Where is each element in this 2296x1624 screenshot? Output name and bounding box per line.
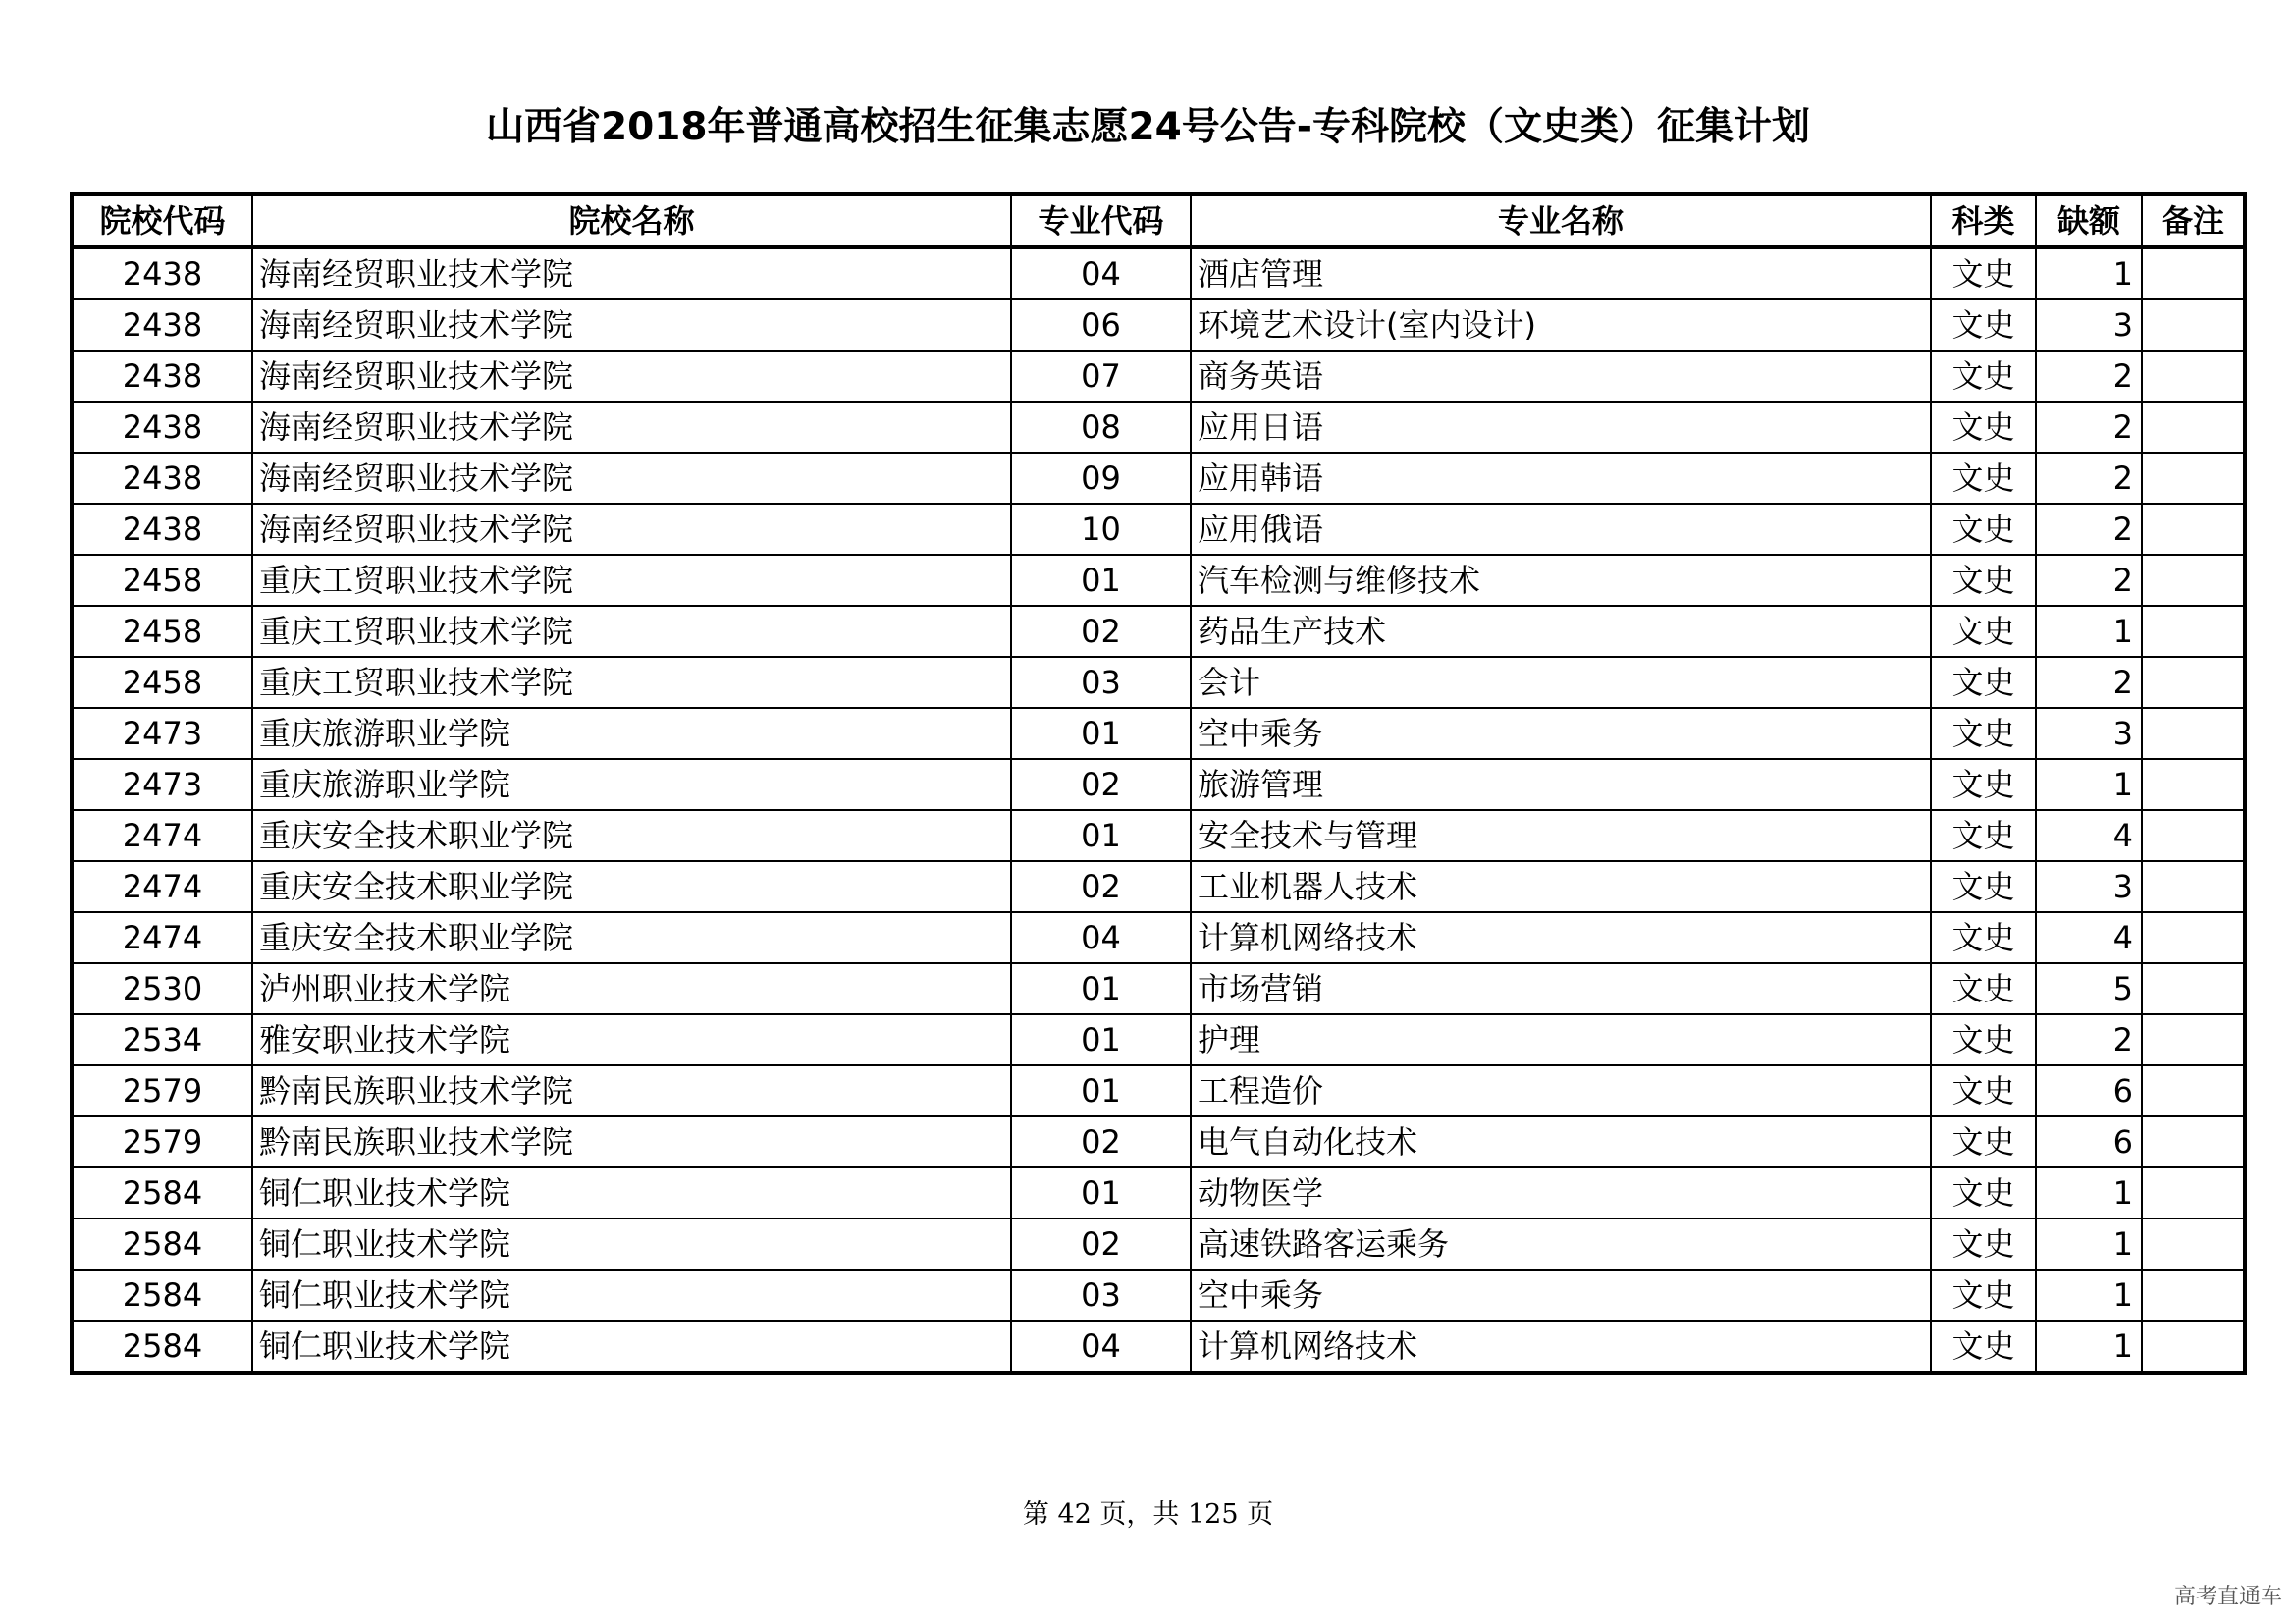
cell-remarks <box>2142 1270 2245 1321</box>
cell-school-name: 铜仁职业技术学院 <box>252 1270 1011 1321</box>
cell-category: 文史 <box>1931 810 2036 861</box>
cell-vacancy: 2 <box>2036 1014 2142 1065</box>
cell-category: 文史 <box>1931 708 2036 759</box>
table-row <box>72 963 2245 1014</box>
cell-remarks <box>2142 1167 2245 1218</box>
cell-category: 文史 <box>1931 1014 2036 1065</box>
cell-major-name: 护理 <box>1191 1014 1931 1065</box>
cell-major-code: 07 <box>1011 351 1191 402</box>
cell-remarks <box>2142 1065 2245 1116</box>
cell-vacancy: 2 <box>2036 402 2142 453</box>
cell-remarks <box>2142 1014 2245 1065</box>
cell-category: 文史 <box>1931 555 2036 606</box>
cell-school-code: 2473 <box>72 708 252 759</box>
cell-category: 文史 <box>1931 504 2036 555</box>
cell-school-code: 2473 <box>72 759 252 810</box>
cell-school-name: 重庆工贸职业技术学院 <box>252 555 1011 606</box>
cell-vacancy: 2 <box>2036 555 2142 606</box>
table-row <box>72 810 2245 861</box>
header-vacancy: 缺额 <box>2036 194 2142 247</box>
cell-school-code: 2584 <box>72 1167 252 1218</box>
cell-vacancy: 2 <box>2036 657 2142 708</box>
cell-school-name: 重庆旅游职业学院 <box>252 708 1011 759</box>
cell-school-name: 铜仁职业技术学院 <box>252 1218 1011 1270</box>
cell-major-name: 高速铁路客运乘务 <box>1191 1218 1931 1270</box>
cell-remarks <box>2142 1218 2245 1270</box>
table-row <box>72 912 2245 963</box>
cell-major-code: 03 <box>1011 1270 1191 1321</box>
header-major-code: 专业代码 <box>1011 194 1191 247</box>
cell-major-name: 工业机器人技术 <box>1191 861 1931 912</box>
cell-school-code: 2458 <box>72 657 252 708</box>
cell-school-name: 重庆旅游职业学院 <box>252 759 1011 810</box>
cell-major-name: 计算机网络技术 <box>1191 1321 1931 1373</box>
table-row <box>72 606 2245 657</box>
cell-category: 文史 <box>1931 759 2036 810</box>
cell-school-name: 泸州职业技术学院 <box>252 963 1011 1014</box>
table-row <box>72 708 2245 759</box>
cell-vacancy: 2 <box>2036 351 2142 402</box>
cell-remarks <box>2142 1321 2245 1373</box>
cell-school-code: 2458 <box>72 555 252 606</box>
cell-major-code: 02 <box>1011 606 1191 657</box>
cell-major-code: 04 <box>1011 912 1191 963</box>
cell-major-name: 会计 <box>1191 657 1931 708</box>
table-row <box>72 1167 2245 1218</box>
cell-major-name: 安全技术与管理 <box>1191 810 1931 861</box>
cell-major-name: 空中乘务 <box>1191 708 1931 759</box>
table-row <box>72 1116 2245 1167</box>
cell-vacancy: 1 <box>2036 1321 2142 1373</box>
cell-school-name: 重庆安全技术职业学院 <box>252 810 1011 861</box>
cell-major-code: 02 <box>1011 861 1191 912</box>
enrollment-plan-table <box>70 192 2247 1375</box>
cell-major-name: 汽车检测与维修技术 <box>1191 555 1931 606</box>
table-row <box>72 453 2245 504</box>
cell-vacancy: 1 <box>2036 606 2142 657</box>
cell-vacancy: 4 <box>2036 810 2142 861</box>
cell-category: 文史 <box>1931 861 2036 912</box>
cell-remarks <box>2142 708 2245 759</box>
cell-school-name: 海南经贸职业技术学院 <box>252 504 1011 555</box>
cell-remarks <box>2142 1116 2245 1167</box>
cell-school-code: 2584 <box>72 1321 252 1373</box>
cell-category: 文史 <box>1931 912 2036 963</box>
cell-major-code: 02 <box>1011 1218 1191 1270</box>
cell-major-code: 02 <box>1011 759 1191 810</box>
cell-major-name: 旅游管理 <box>1191 759 1931 810</box>
table-row <box>72 657 2245 708</box>
cell-school-code: 2474 <box>72 810 252 861</box>
header-major-name: 专业名称 <box>1191 194 1931 247</box>
cell-major-name: 动物医学 <box>1191 1167 1931 1218</box>
cell-major-code: 10 <box>1011 504 1191 555</box>
cell-remarks <box>2142 453 2245 504</box>
table-row <box>72 759 2245 810</box>
cell-category: 文史 <box>1931 453 2036 504</box>
cell-school-name: 重庆安全技术职业学院 <box>252 912 1011 963</box>
cell-major-code: 04 <box>1011 247 1191 299</box>
watermark-text: 高考直通车 <box>2173 1585 2282 1609</box>
cell-major-name: 应用俄语 <box>1191 504 1931 555</box>
cell-school-code: 2530 <box>72 963 252 1014</box>
table-row <box>72 504 2245 555</box>
cell-school-code: 2438 <box>72 247 252 299</box>
cell-school-code: 2438 <box>72 402 252 453</box>
cell-category: 文史 <box>1931 1116 2036 1167</box>
cell-vacancy: 3 <box>2036 708 2142 759</box>
cell-vacancy: 6 <box>2036 1116 2142 1167</box>
table-row <box>72 1270 2245 1321</box>
cell-school-name: 重庆安全技术职业学院 <box>252 861 1011 912</box>
cell-major-code: 01 <box>1011 708 1191 759</box>
table-row <box>72 402 2245 453</box>
cell-school-code: 2458 <box>72 606 252 657</box>
cell-major-name: 电气自动化技术 <box>1191 1116 1931 1167</box>
table-row <box>72 861 2245 912</box>
cell-vacancy: 4 <box>2036 912 2142 963</box>
page-number: 第 42 页，共 125 页 <box>1022 1499 1274 1530</box>
cell-remarks <box>2142 861 2245 912</box>
cell-category: 文史 <box>1931 402 2036 453</box>
cell-remarks <box>2142 504 2245 555</box>
cell-school-name: 海南经贸职业技术学院 <box>252 247 1011 299</box>
cell-school-name: 海南经贸职业技术学院 <box>252 299 1011 351</box>
cell-remarks <box>2142 247 2245 299</box>
cell-school-name: 黔南民族职业技术学院 <box>252 1116 1011 1167</box>
cell-vacancy: 2 <box>2036 453 2142 504</box>
cell-major-code: 01 <box>1011 963 1191 1014</box>
cell-major-code: 01 <box>1011 1065 1191 1116</box>
table-row <box>72 1014 2245 1065</box>
cell-school-code: 2438 <box>72 299 252 351</box>
cell-vacancy: 2 <box>2036 504 2142 555</box>
cell-school-name: 重庆工贸职业技术学院 <box>252 657 1011 708</box>
table-row <box>72 351 2245 402</box>
cell-remarks <box>2142 810 2245 861</box>
cell-vacancy: 6 <box>2036 1065 2142 1116</box>
header-school-code: 院校代码 <box>72 194 252 247</box>
cell-major-code: 01 <box>1011 1014 1191 1065</box>
cell-school-code: 2579 <box>72 1116 252 1167</box>
cell-vacancy: 3 <box>2036 861 2142 912</box>
cell-major-name: 工程造价 <box>1191 1065 1931 1116</box>
cell-school-code: 2534 <box>72 1014 252 1065</box>
cell-category: 文史 <box>1931 1167 2036 1218</box>
cell-major-name: 应用韩语 <box>1191 453 1931 504</box>
cell-remarks <box>2142 657 2245 708</box>
table-body <box>72 247 2245 1373</box>
cell-remarks <box>2142 555 2245 606</box>
cell-category: 文史 <box>1931 299 2036 351</box>
cell-category: 文史 <box>1931 247 2036 299</box>
cell-school-name: 海南经贸职业技术学院 <box>252 402 1011 453</box>
table-header-row <box>72 194 2245 247</box>
cell-remarks <box>2142 963 2245 1014</box>
cell-category: 文史 <box>1931 1270 2036 1321</box>
table-row <box>72 1218 2245 1270</box>
cell-school-name: 铜仁职业技术学院 <box>252 1321 1011 1373</box>
cell-major-name: 环境艺术设计(室内设计) <box>1191 299 1931 351</box>
cell-vacancy: 1 <box>2036 247 2142 299</box>
cell-school-name: 黔南民族职业技术学院 <box>252 1065 1011 1116</box>
cell-school-code: 2584 <box>72 1270 252 1321</box>
cell-major-code: 08 <box>1011 402 1191 453</box>
cell-major-name: 市场营销 <box>1191 963 1931 1014</box>
header-remarks: 备注 <box>2142 194 2245 247</box>
cell-school-code: 2438 <box>72 351 252 402</box>
cell-category: 文史 <box>1931 606 2036 657</box>
table-row <box>72 1321 2245 1373</box>
page-title: 山西省2018年普通高校招生征集志愿24号公告-专科院校（文史类）征集计划 <box>485 105 1810 149</box>
cell-school-name: 铜仁职业技术学院 <box>252 1167 1011 1218</box>
cell-remarks <box>2142 402 2245 453</box>
cell-major-code: 01 <box>1011 1167 1191 1218</box>
cell-vacancy: 1 <box>2036 1270 2142 1321</box>
cell-school-code: 2579 <box>72 1065 252 1116</box>
cell-school-code: 2438 <box>72 453 252 504</box>
cell-category: 文史 <box>1931 351 2036 402</box>
table-row <box>72 1065 2245 1116</box>
table-row <box>72 555 2245 606</box>
cell-vacancy: 5 <box>2036 963 2142 1014</box>
cell-remarks <box>2142 299 2245 351</box>
header-category: 科类 <box>1931 194 2036 247</box>
cell-category: 文史 <box>1931 1321 2036 1373</box>
cell-category: 文史 <box>1931 963 2036 1014</box>
cell-major-name: 商务英语 <box>1191 351 1931 402</box>
cell-major-name: 空中乘务 <box>1191 1270 1931 1321</box>
cell-vacancy: 1 <box>2036 1167 2142 1218</box>
cell-major-code: 01 <box>1011 555 1191 606</box>
cell-school-name: 雅安职业技术学院 <box>252 1014 1011 1065</box>
cell-school-code: 2474 <box>72 912 252 963</box>
cell-major-name: 应用日语 <box>1191 402 1931 453</box>
cell-major-code: 09 <box>1011 453 1191 504</box>
cell-major-name: 计算机网络技术 <box>1191 912 1931 963</box>
cell-major-code: 06 <box>1011 299 1191 351</box>
cell-school-name: 海南经贸职业技术学院 <box>252 351 1011 402</box>
cell-remarks <box>2142 351 2245 402</box>
cell-major-name: 酒店管理 <box>1191 247 1931 299</box>
cell-major-code: 02 <box>1011 1116 1191 1167</box>
cell-school-code: 2584 <box>72 1218 252 1270</box>
cell-school-name: 海南经贸职业技术学院 <box>252 453 1011 504</box>
cell-remarks <box>2142 759 2245 810</box>
cell-major-name: 药品生产技术 <box>1191 606 1931 657</box>
cell-major-code: 01 <box>1011 810 1191 861</box>
cell-remarks <box>2142 912 2245 963</box>
cell-school-name: 重庆工贸职业技术学院 <box>252 606 1011 657</box>
cell-vacancy: 1 <box>2036 1218 2142 1270</box>
cell-school-code: 2474 <box>72 861 252 912</box>
table-row <box>72 299 2245 351</box>
cell-major-code: 03 <box>1011 657 1191 708</box>
table-row <box>72 247 2245 299</box>
cell-remarks <box>2142 606 2245 657</box>
header-school-name: 院校名称 <box>252 194 1011 247</box>
cell-vacancy: 1 <box>2036 759 2142 810</box>
cell-school-code: 2438 <box>72 504 252 555</box>
cell-category: 文史 <box>1931 1218 2036 1270</box>
cell-category: 文史 <box>1931 657 2036 708</box>
cell-major-code: 04 <box>1011 1321 1191 1373</box>
cell-vacancy: 3 <box>2036 299 2142 351</box>
cell-category: 文史 <box>1931 1065 2036 1116</box>
